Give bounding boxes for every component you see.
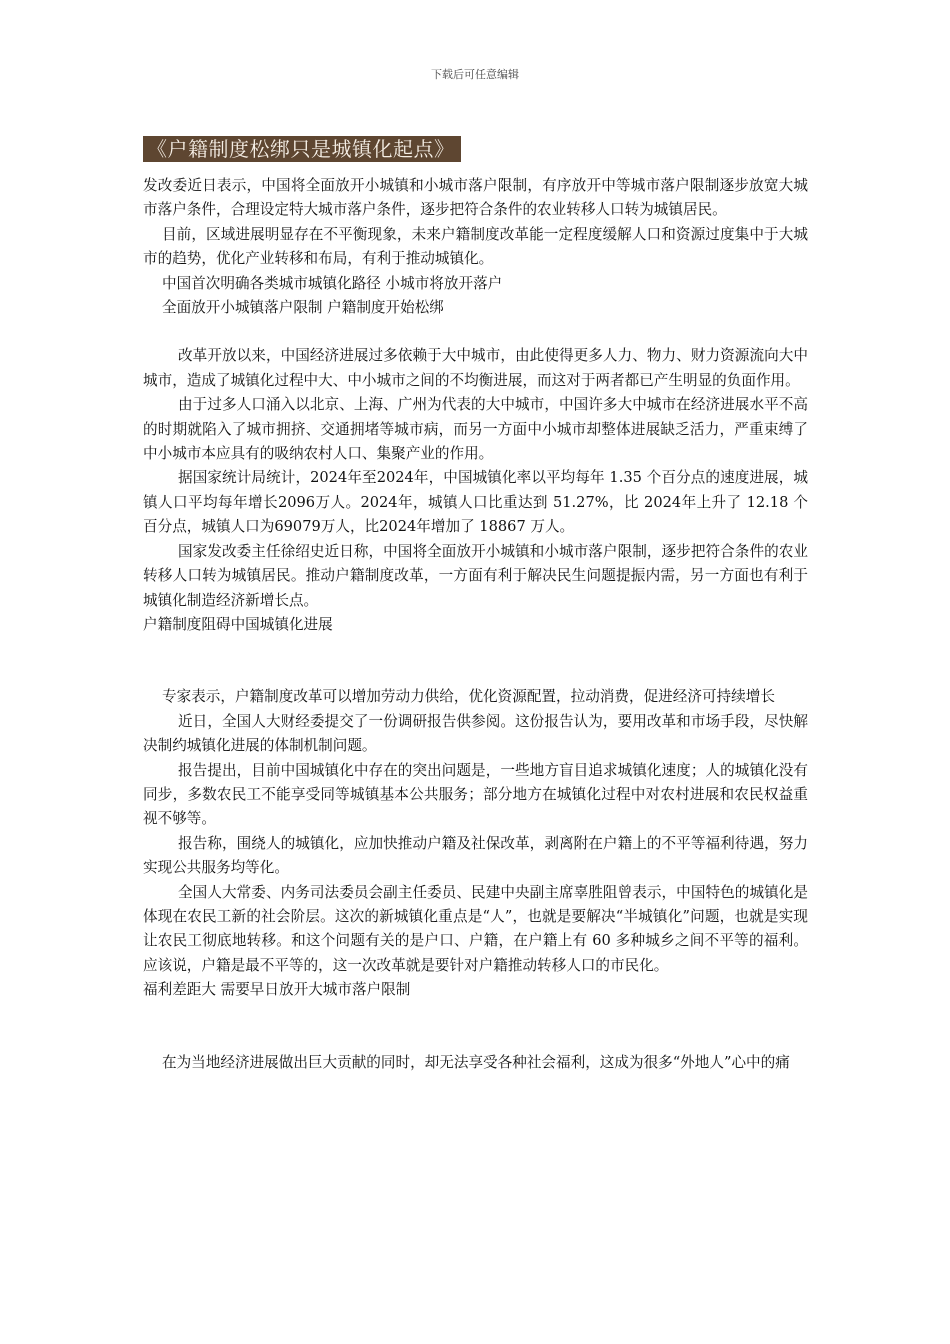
article-title: 《户籍制度松绑只是城镇化起点》 xyxy=(143,136,461,162)
spacer xyxy=(143,1003,808,1051)
page-header-note: 下载后可任意编辑 xyxy=(431,68,519,81)
subheading: 中国首次明确各类城市城镇化路径 小城市将放开落户 xyxy=(161,274,503,292)
paragraph: 改革开放以来，中国经济进展过多依赖于大中城市，由此使得更多人力、物力、财力资源流向大中城市，造成了城镇化过程中大、中小城市之间的不均衡进展，而这对于两者都已产生明显的负面作用。 xyxy=(143,347,808,389)
section-heading: 户籍制度阻碍中国城镇化进展 xyxy=(143,615,333,633)
paragraph: 报告称，围绕人的城镇化，应加快推动户籍及社保改革，剥离附在户籍上的不平等福利待遇，努力实现公共服务均等化。 xyxy=(143,834,808,877)
paragraph: 在为当地经济进展做出巨大贡献的同时，却无法享受各种社会福利，这成为很多“外地人”心中的痛 xyxy=(161,1053,790,1071)
section-heading: 福利差距大 需要早日放开大城市落户限制 xyxy=(143,981,411,999)
subheading: 全面放开小城镇落户限制 户籍制度开始松绑 xyxy=(161,299,444,317)
title-wrapper xyxy=(143,136,461,162)
paragraph: 发改委近日表示，中国将全面放开小城镇和小城市落户限制，有序放开中等城市落户限制逐步放宽大城市落户条件，合理设定特大城市落户条件，逐步把符合条件的农业转移人口转为城镇居民。 xyxy=(143,177,808,219)
paragraph: 目前，区域进展明显存在不平衡现象，未来户籍制度改革能一定程度缓解人口和资源过度集中于大城市的趋势，优化产业转移和布局，有利于推动城镇化。 xyxy=(143,225,808,268)
paragraph: 由于过多人口涌入以北京、上海、广州为代表的大中城市，中国许多大中城市在经济进展水平不高的时期就陷入了城市拥挤、交通拥堵等城市病，而另一方面中小城市却整体进展缺乏活力，严重束缚了中小城市本应具有的吸纳农村人口、集聚产业的作用。 xyxy=(143,396,808,463)
paragraph: 报告提出，目前中国城镇化中存在的突出问题是，一些地方盲目追求城镇化速度；人的城镇化没有同步，多数农民工不能享受同等城镇基本公共服务；部分地方在城镇化过程中对农村进展和农民权益重视不够等。 xyxy=(143,761,808,828)
spacer xyxy=(143,320,808,344)
paragraph: 国家发改委主任徐绍史近日称，中国将全面放开小城镇和小城市落户限制，逐步把符合条件的农业转移人口转为城镇居民。推动户籍制度改革，一方面有利于解决民生问题提振内需，另一方面也有利于城镇化制造经济新增长点。 xyxy=(143,542,808,609)
article-body xyxy=(143,174,808,1075)
spacer xyxy=(143,637,808,685)
paragraph: 据国家统计局统计，2024年至2024年，中国城镇化率以平均每年 1.35 个百分点的速度进展，城镇人口平均每年增长2096万人。2024年，城镇人口比重达到 51.27%，比 2024年上升了 12.18 个百分点，城镇人口为69079万人，比2024年增加了 18867 万人。 xyxy=(143,469,808,536)
paragraph: 近日，全国人大财经委提交了一份调研报告供参阅。这份报告认为，要用改革和市场手段，尽快解决制约城镇化进展的体制机制问题。 xyxy=(143,712,808,755)
paragraph: 全国人大常委、内务司法委员会副主任委员、民建中央副主席辜胜阻曾表示，中国特色的城镇化是体现在农民工新的社会阶层。这次的新城镇化重点是“人”，也就是要解决“半城镇化”问题，也就是实现让农民工彻底地转移。和这个问题有关的是户口、户籍，在户籍上有 60 多种城乡之间不平等的福利。应该说，户籍是最不平等的，这一次改革就是要针对户籍推动转移人口的市民化。 xyxy=(143,883,808,974)
paragraph: 专家表示，户籍制度改革可以增加劳动力供给，优化资源配置，拉动消费，促进经济可持续增长 xyxy=(161,688,775,706)
